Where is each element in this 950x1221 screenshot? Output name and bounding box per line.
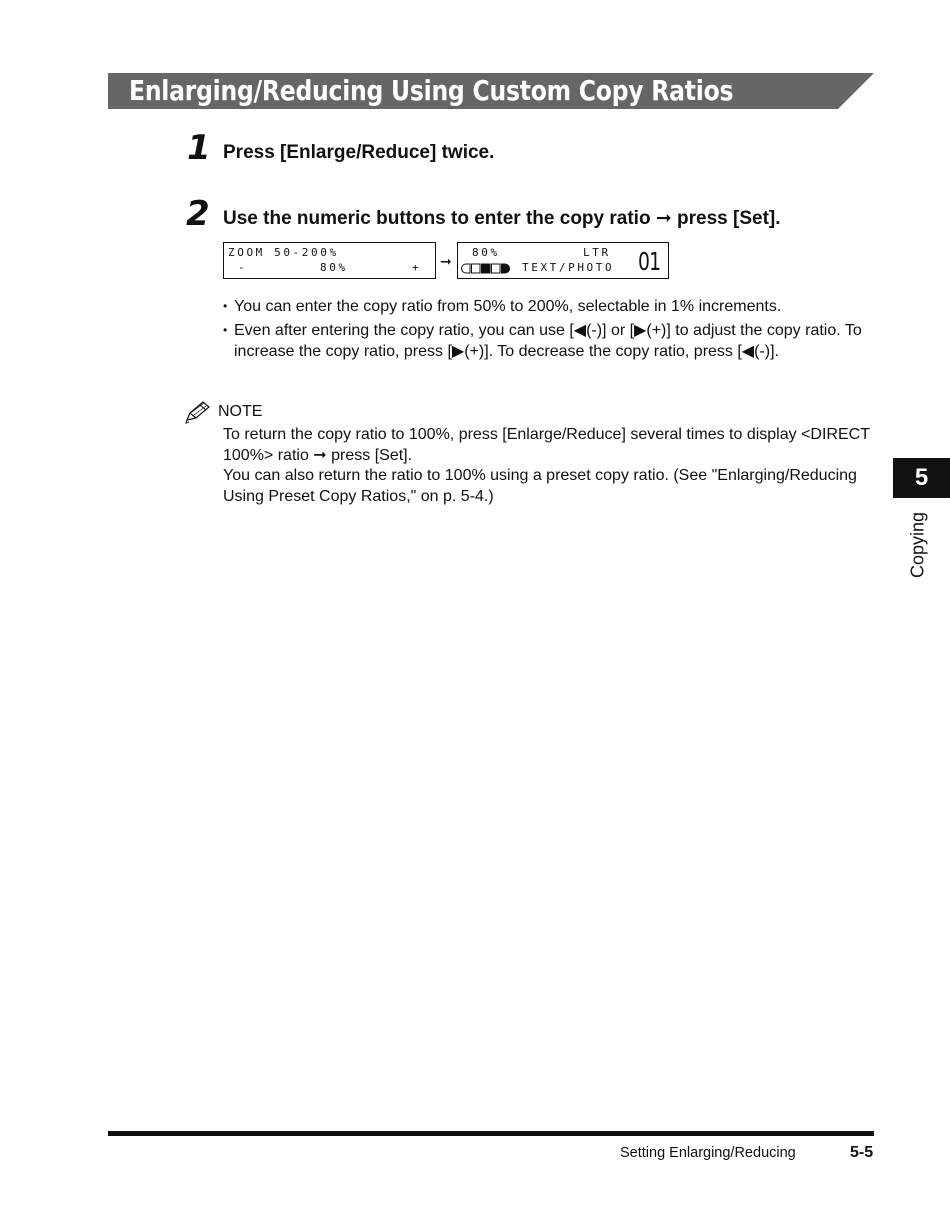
lcd-minus: - <box>238 261 248 274</box>
bullet-item: • You can enter the copy ratio from 50% to 200%, selectable in 1% increments. <box>223 296 863 317</box>
chapter-tab-number: 5 <box>893 458 950 498</box>
step-1-text: Press [Enlarge/Reduce] twice. <box>223 142 495 163</box>
pencil-icon <box>184 400 212 424</box>
lcd-mode: TEXT/PHOTO <box>522 261 615 274</box>
page-title: Enlarging/Reducing Using Custom Copy Ratios <box>129 74 734 107</box>
lcd-zoom-value: 80% <box>320 261 348 274</box>
display-arrow: ➞ <box>440 253 452 269</box>
lcd-zoom-line: ZOOM 50-200% <box>228 246 339 259</box>
section-title-bar <box>108 73 874 109</box>
lcd-display-zoom <box>223 242 436 279</box>
footer-divider <box>108 1131 874 1136</box>
lcd-paper-size: LTR <box>583 246 611 259</box>
density-scale-icon <box>461 263 511 274</box>
chapter-tab-label: Copying <box>907 511 928 579</box>
page-number: 5-5 <box>850 1144 874 1161</box>
note-label: NOTE <box>218 403 263 420</box>
step-1-number: 1 <box>187 128 211 168</box>
step-2-number: 2 <box>186 194 210 234</box>
lcd-ratio: 80% <box>472 246 500 259</box>
lcd-copy-count: 01 <box>638 247 661 276</box>
note-paragraph: To return the copy ratio to 100%, press [Enlarge/Reduce] several times to display <DIRECT 100%> ratio ➞ press [Set]. <box>223 426 870 464</box>
lcd-plus: + <box>412 261 422 274</box>
note-body <box>223 425 883 507</box>
footer-section-title: Setting Enlarging/Reducing <box>620 1145 796 1161</box>
step-2-text: Use the numeric buttons to enter the copy ratio ➞ press [Set]. <box>223 208 781 229</box>
bullet-list <box>223 296 863 365</box>
lcd-display-standby <box>457 242 669 279</box>
bullet-item: • Even after entering the copy ratio, you can use [◀(-)] or [▶(+)] to adjust the copy ratio. To increase the copy ratio, press [▶(+)]. To decrease the copy ratio, press [◀(-)]. <box>223 320 863 362</box>
note-paragraph: You can also return the ratio to 100% using a preset copy ratio. (See "Enlarging/Reducing Using Preset Copy Ratios," on p. 5-4.) <box>223 467 857 505</box>
